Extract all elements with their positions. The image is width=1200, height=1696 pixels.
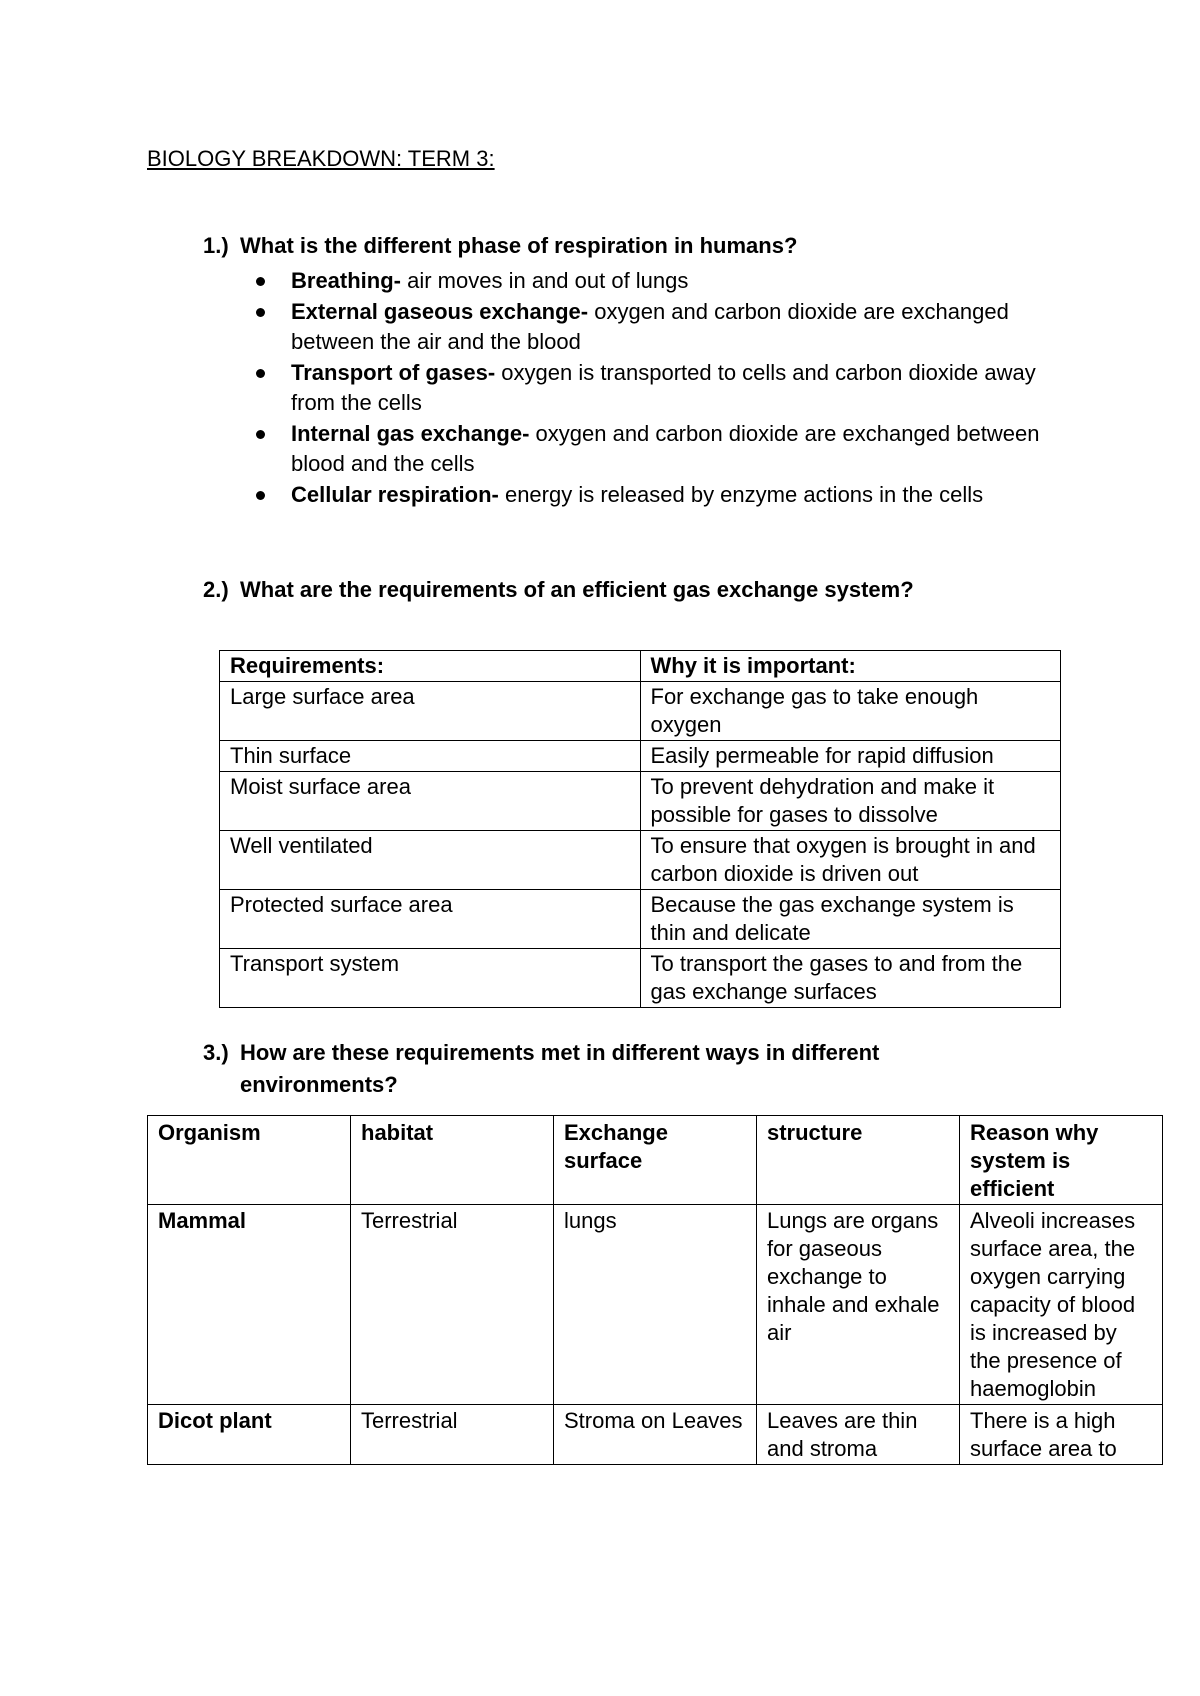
question-1-heading — [203, 233, 797, 259]
question-1-number: 1.) — [203, 233, 229, 258]
table-row — [148, 1205, 1163, 1405]
table-cell: There is a high surface area to — [960, 1405, 1163, 1465]
bullet-description: oxygen and carbon dioxide are exchanged between the air and the blood — [291, 298, 1009, 354]
table-cell: Terrestrial — [351, 1205, 554, 1405]
table-row — [220, 772, 1061, 831]
document-title: BIOLOGY BREAKDOWN: TERM 3: — [147, 146, 495, 171]
bullet-description: air moves in and out of lungs — [401, 268, 689, 293]
table-row — [148, 1405, 1163, 1465]
table-row — [220, 890, 1061, 949]
environments-table — [147, 1115, 1163, 1465]
list-item — [248, 419, 1078, 480]
question-1-text: What is the different phase of respiration in humans? — [240, 233, 798, 258]
question-3-heading — [203, 1040, 879, 1098]
table-cell: Thin surface — [220, 741, 641, 772]
table-cell: Stroma on Leaves — [554, 1405, 757, 1465]
table-cell: To transport the gases to and from the gas exchange surfaces — [640, 949, 1061, 1008]
bullet-term: Internal gas exchange- — [291, 420, 530, 446]
bullet-description: oxygen is transported to cells and carbon dioxide away from the cells — [291, 359, 1036, 415]
table-header-row — [148, 1116, 1163, 1205]
table-cell: Dicot plant — [148, 1405, 351, 1465]
column-header: Exchange surface — [554, 1116, 757, 1205]
question-3-text-line1: How are these requirements met in different ways in different — [240, 1040, 880, 1065]
column-header: Why it is important: — [640, 651, 1061, 682]
question-2-text: What are the requirements of an efficient gas exchange system? — [240, 577, 914, 602]
column-header: Reason why system is efficient — [960, 1116, 1163, 1205]
table-row — [220, 741, 1061, 772]
bullet-term: Transport of gases- — [291, 359, 496, 385]
column-header: Requirements: — [220, 651, 641, 682]
table-row — [220, 682, 1061, 741]
table-cell: Lungs are organs for gaseous exchange to inhale and exhale air — [757, 1205, 960, 1405]
respiration-phases-list — [248, 266, 1078, 510]
requirements-table — [219, 650, 1061, 1008]
list-item — [248, 358, 1078, 419]
table-row — [220, 831, 1061, 890]
question-3-text-line2: environments? — [240, 1072, 398, 1097]
column-header: Organism — [148, 1116, 351, 1205]
bullet-description: energy is released by enzyme actions in the cells — [498, 481, 984, 507]
bullet-description: oxygen and carbon dioxide are exchanged between blood and the cells — [291, 420, 1040, 476]
table-cell: Transport system — [220, 949, 641, 1008]
list-item — [248, 480, 1078, 511]
table-header-row — [220, 651, 1061, 682]
table-cell: Moist surface area — [220, 772, 641, 831]
bullet-term: Cellular respiration- — [291, 481, 499, 507]
question-3-number: 3.) — [203, 1040, 229, 1065]
bullet-term: Breathing- — [291, 268, 401, 293]
list-item — [248, 266, 1078, 297]
table-cell: Leaves are thin and stroma — [757, 1405, 960, 1465]
table-cell: To prevent dehydration and make it possible for gases to dissolve — [640, 772, 1061, 831]
table-cell: For exchange gas to take enough oxygen — [640, 682, 1061, 741]
table-cell: Well ventilated — [220, 831, 641, 890]
column-header: structure — [757, 1116, 960, 1205]
table-cell: To ensure that oxygen is brought in and carbon dioxide is driven out — [640, 831, 1061, 890]
question-2-number: 2.) — [203, 577, 229, 602]
table-cell: lungs — [554, 1205, 757, 1405]
table-cell: Terrestrial — [351, 1405, 554, 1465]
list-item — [248, 297, 1078, 358]
table-cell: Easily permeable for rapid diffusion — [640, 741, 1061, 772]
table-row — [220, 949, 1061, 1008]
table-cell: Alveoli increases surface area, the oxygen carrying capacity of blood is increased by the presence of haemoglobin — [960, 1205, 1163, 1405]
table-cell: Protected surface area — [220, 890, 641, 949]
table-cell: Large surface area — [220, 682, 641, 741]
table-cell: Because the gas exchange system is thin and delicate — [640, 890, 1061, 949]
table-cell: Mammal — [148, 1205, 351, 1405]
question-2-heading — [203, 577, 914, 603]
column-header: habitat — [351, 1116, 554, 1205]
bullet-term: External gaseous exchange- — [291, 298, 589, 324]
